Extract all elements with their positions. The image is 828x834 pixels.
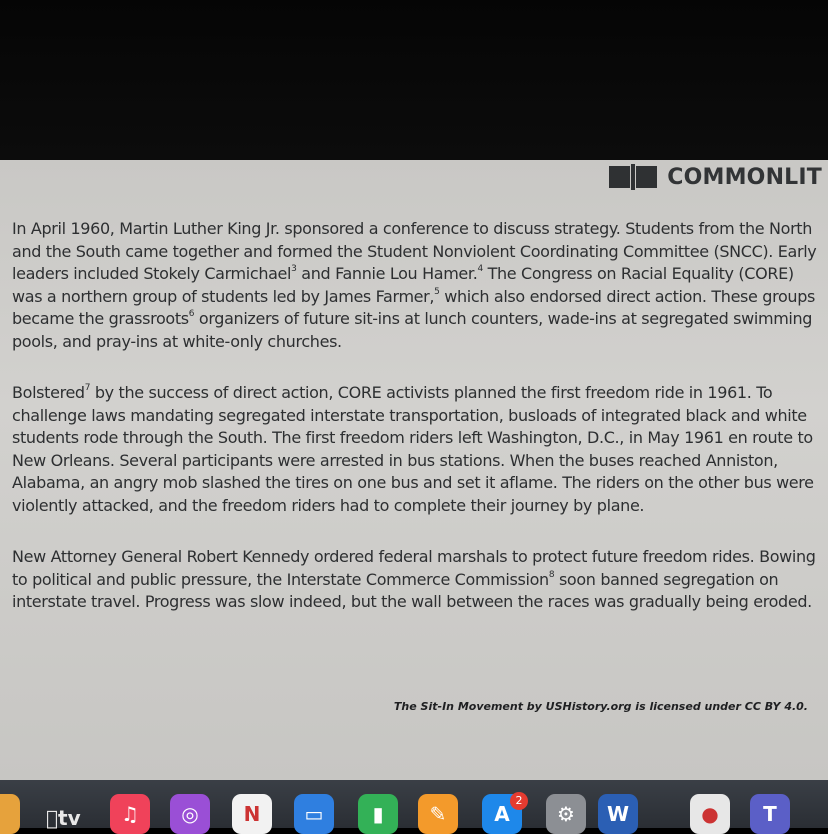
music-glyph: ♫ bbox=[121, 802, 139, 826]
app-store-badge: 2 bbox=[510, 792, 528, 810]
word-glyph: W bbox=[606, 802, 630, 826]
teams-app-icon[interactable] bbox=[750, 794, 790, 834]
numbers-glyph: ▮ bbox=[372, 802, 384, 826]
chrome-glyph: ● bbox=[701, 802, 719, 826]
numbers-app-icon[interactable] bbox=[358, 794, 398, 834]
apple-tv-label: tv bbox=[46, 806, 69, 830]
news-app-icon[interactable] bbox=[232, 794, 272, 834]
book-icon bbox=[609, 164, 657, 190]
footnote-4[interactable]: 4 bbox=[477, 264, 483, 275]
paragraph-text: organizers of future sit-ins at lunch counters, wade-ins at segregated swimming pools, and pray-ins at white-only churches. bbox=[12, 309, 813, 351]
paragraph-text: by the success of direct action, CORE activists planned the first freedom ride in 1961. To challenge laws mandating segregated interstate transportation, busloads of integrated black and white students rode through the South. The first freedom riders left Washington, D.C., in May 1961 en route to New Orleans. Several participants were arrested in bus stations. When the buses reached Anniston, Alabama, an angry mob slashed the tires on one bus and set it aflame. The riders on the other bus were violently attacked, and the freedom riders had to complete their journey by plane. bbox=[12, 383, 814, 515]
footnote-3[interactable]: 3 bbox=[291, 264, 297, 275]
podcasts-app-icon[interactable] bbox=[170, 794, 210, 834]
footnote-7[interactable]: 7 bbox=[84, 383, 91, 393]
apple-tv-app[interactable] bbox=[46, 806, 81, 830]
system-preferences-glyph: ⚙ bbox=[557, 802, 575, 826]
footnote-6[interactable]: 6 bbox=[188, 309, 195, 320]
chrome-app-icon[interactable] bbox=[690, 794, 730, 834]
paragraph-text: soon banned segregation on interstate travel. Progress was slow indeed, but the wall between the races was gradually being eroded. bbox=[12, 569, 812, 612]
word-app-icon[interactable] bbox=[598, 794, 638, 834]
paragraph-text: In April 1960, Martin Luther King Jr. sponsored a conference to discuss strategy. Students from the North and the South came together and formed the Student Nonviolent Coordinating Committee (SNCC). Early leaders included Stokely Carmichael bbox=[12, 219, 817, 284]
paragraph-text: Bolstered bbox=[12, 383, 85, 402]
paragraph-3 bbox=[12, 546, 818, 614]
screen-bezel bbox=[0, 0, 828, 160]
paragraph-2 bbox=[12, 382, 818, 518]
paragraph-text: The Congress on Racial Equality (CORE) was a northern group of students led by James Farmer, bbox=[12, 264, 794, 306]
reading-page bbox=[0, 160, 828, 780]
paragraph-text: which also endorsed direct action. These groups became the grassroots bbox=[12, 286, 815, 329]
brand-name: COMMONLIT bbox=[667, 164, 822, 190]
podcasts-glyph: ◎ bbox=[181, 802, 199, 826]
teams-glyph: T bbox=[763, 802, 777, 826]
app-store-glyph: A bbox=[494, 802, 510, 826]
keynote-glyph: ▭ bbox=[304, 802, 324, 826]
keynote-app-icon[interactable] bbox=[294, 794, 334, 834]
footnote-5[interactable]: 5 bbox=[434, 286, 440, 297]
footnote-8[interactable]: 8 bbox=[548, 569, 555, 580]
music-app-icon[interactable] bbox=[110, 794, 150, 834]
apple-logo-icon bbox=[46, 806, 58, 830]
system-preferences-app-icon[interactable] bbox=[546, 794, 586, 834]
paragraph-text: New Attorney General Robert Kennedy ordered federal marshals to protect future freedom rides. Bowing to political and public pressure, the Interstate Commerce Commission bbox=[12, 547, 816, 589]
paragraph-text: and Fannie Lou Hamer. bbox=[296, 264, 478, 284]
macos-dock bbox=[0, 780, 828, 828]
commonlit-brand bbox=[609, 162, 822, 192]
pages-app-icon[interactable] bbox=[418, 794, 458, 834]
pages-glyph: ✎ bbox=[429, 802, 447, 826]
finder-app-icon[interactable] bbox=[0, 794, 20, 834]
news-glyph: N bbox=[243, 802, 261, 826]
citation[interactable]: The Sit-In Movement by USHistory.org is licensed under CC BY 4.0. bbox=[393, 700, 808, 713]
paragraph-1 bbox=[12, 218, 818, 354]
